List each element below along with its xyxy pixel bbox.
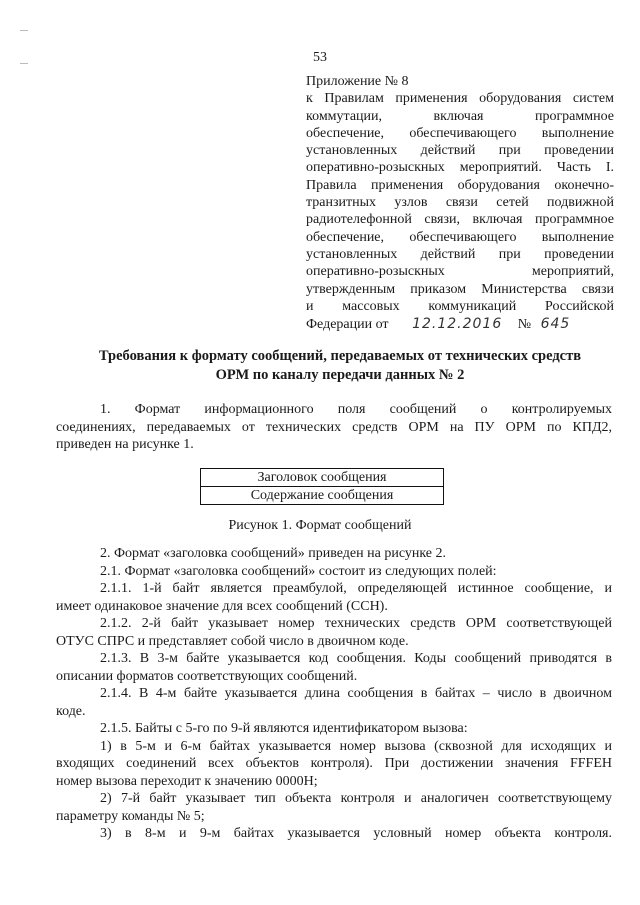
appendix-line: оперативно-розыскных мероприятий, [306, 264, 614, 280]
appendix-block [306, 73, 614, 333]
scan-mark-left-2 [20, 63, 28, 64]
format-row-header: Заголовок сообщения [257, 470, 387, 485]
appendix-line: обеспечение, обеспечивающего выполнение [306, 125, 614, 141]
appendix-line: радиотелефонной связи, включая программное [306, 212, 614, 228]
handwritten-date: 12.12.2016 [412, 316, 503, 333]
handwritten-order-number: 645 [540, 316, 571, 333]
appendix-line: коммутации, включая программное [306, 108, 614, 124]
appendix-line: установленных действий при проведении [306, 143, 614, 159]
paragraph-line: 2. Формат «заголовка сообщений» приведен на рисунке 2. [100, 546, 447, 561]
appendix-line: Приложение № 8 [306, 74, 409, 89]
appendix-line: обеспечение, обеспечивающего выполнение [306, 229, 614, 245]
appendix-line: Правила применения оборудования оконечно- [306, 177, 614, 193]
paragraph-line: 2) 7-й байт указывает тип объекта контроля и аналогичен соответствующему [100, 791, 612, 806]
section-2 [56, 545, 612, 843]
appendix-line: утвержденным приказом Министерства связи [306, 281, 614, 297]
paragraph-line: 2.1.3. В 3-м байте указывается код сообщения. Коды сообщений приводятся в [100, 651, 612, 666]
appendix-line: и массовых коммуникаций Российской [306, 298, 614, 314]
paragraph-line: соединениях, передаваемых от технических средств ОРМ на ПУ ОРМ по КПД2, [56, 419, 612, 435]
paragraph-line: 3) в 8-м и 9-м байтах указывается условный номер объекта контроля. [100, 826, 612, 841]
appendix-line: установленных действий при проведении [306, 246, 614, 262]
paragraph-line: 2.1. Формат «заголовка сообщений» состоит из следующих полей: [100, 563, 497, 579]
paragraph-line: 2.1.2. 2-й байт указывает номер технических средств ОРМ соответствующей [100, 616, 612, 631]
appendix-line: к Правилам применения оборудования систем [306, 91, 614, 107]
figure-caption: Рисунок 1. Формат сообщений [228, 518, 412, 533]
message-format-table [200, 468, 444, 505]
paragraph-line: 1. Формат информационного поля сообщений о контролируемых [100, 402, 612, 417]
title-line-2: ОРМ по каналу передачи данных № 2 [215, 367, 465, 383]
number-sign: № [517, 317, 532, 333]
paragraph-line: 1) в 5-м и 6-м байтах указывается номер вызова (сквозной для исходящих и [100, 738, 612, 754]
title-line-1: Требования к формату сообщений, передаваемых от технических средств [98, 348, 582, 364]
page-number: 53 [313, 50, 327, 65]
paragraph-line: ОТУС СПРС и представляет собой число в двоичном коде. [56, 633, 409, 649]
paragraph-line: имеет одинаковое значение для всех сообщений (ССН). [56, 598, 388, 614]
format-row-content: Содержание сообщения [201, 486, 443, 504]
paragraph-line: 2.1.5. Байты с 5-го по 9-й являются идентификатором вызова: [100, 721, 468, 736]
appendix-line: оперативно-розыскных мероприятий. Часть I. [306, 160, 614, 176]
paragraph-1 [56, 401, 612, 454]
paragraph-line: описании форматов соответствующих сообщений. [56, 668, 358, 684]
paragraph-line: коде. [56, 703, 86, 719]
paragraph-line: номер вызова переходит к значению 0000H; [56, 773, 318, 789]
paragraph-line: параметру команды № 5; [56, 808, 205, 824]
scan-mark-left [20, 30, 28, 31]
approval-prefix: Федерации от [306, 317, 389, 333]
appendix-line: транзитных узлов связи сетей подвижной [306, 195, 614, 211]
document-title [60, 347, 620, 385]
paragraph-line: 2.1.4. В 4-м байте указывается длина сообщения в байтах – число в двоичном [100, 686, 612, 701]
paragraph-line: приведен на рисунке 1. [56, 437, 194, 452]
approval-date-line [306, 315, 614, 333]
paragraph-line: 2.1.1. 1-й байт является преамбулой, определяющей истинное сообщение, и [100, 581, 612, 596]
paragraph-line: входящих соединений всех объектов контроля). При достижении значения FFFEH [56, 756, 612, 771]
